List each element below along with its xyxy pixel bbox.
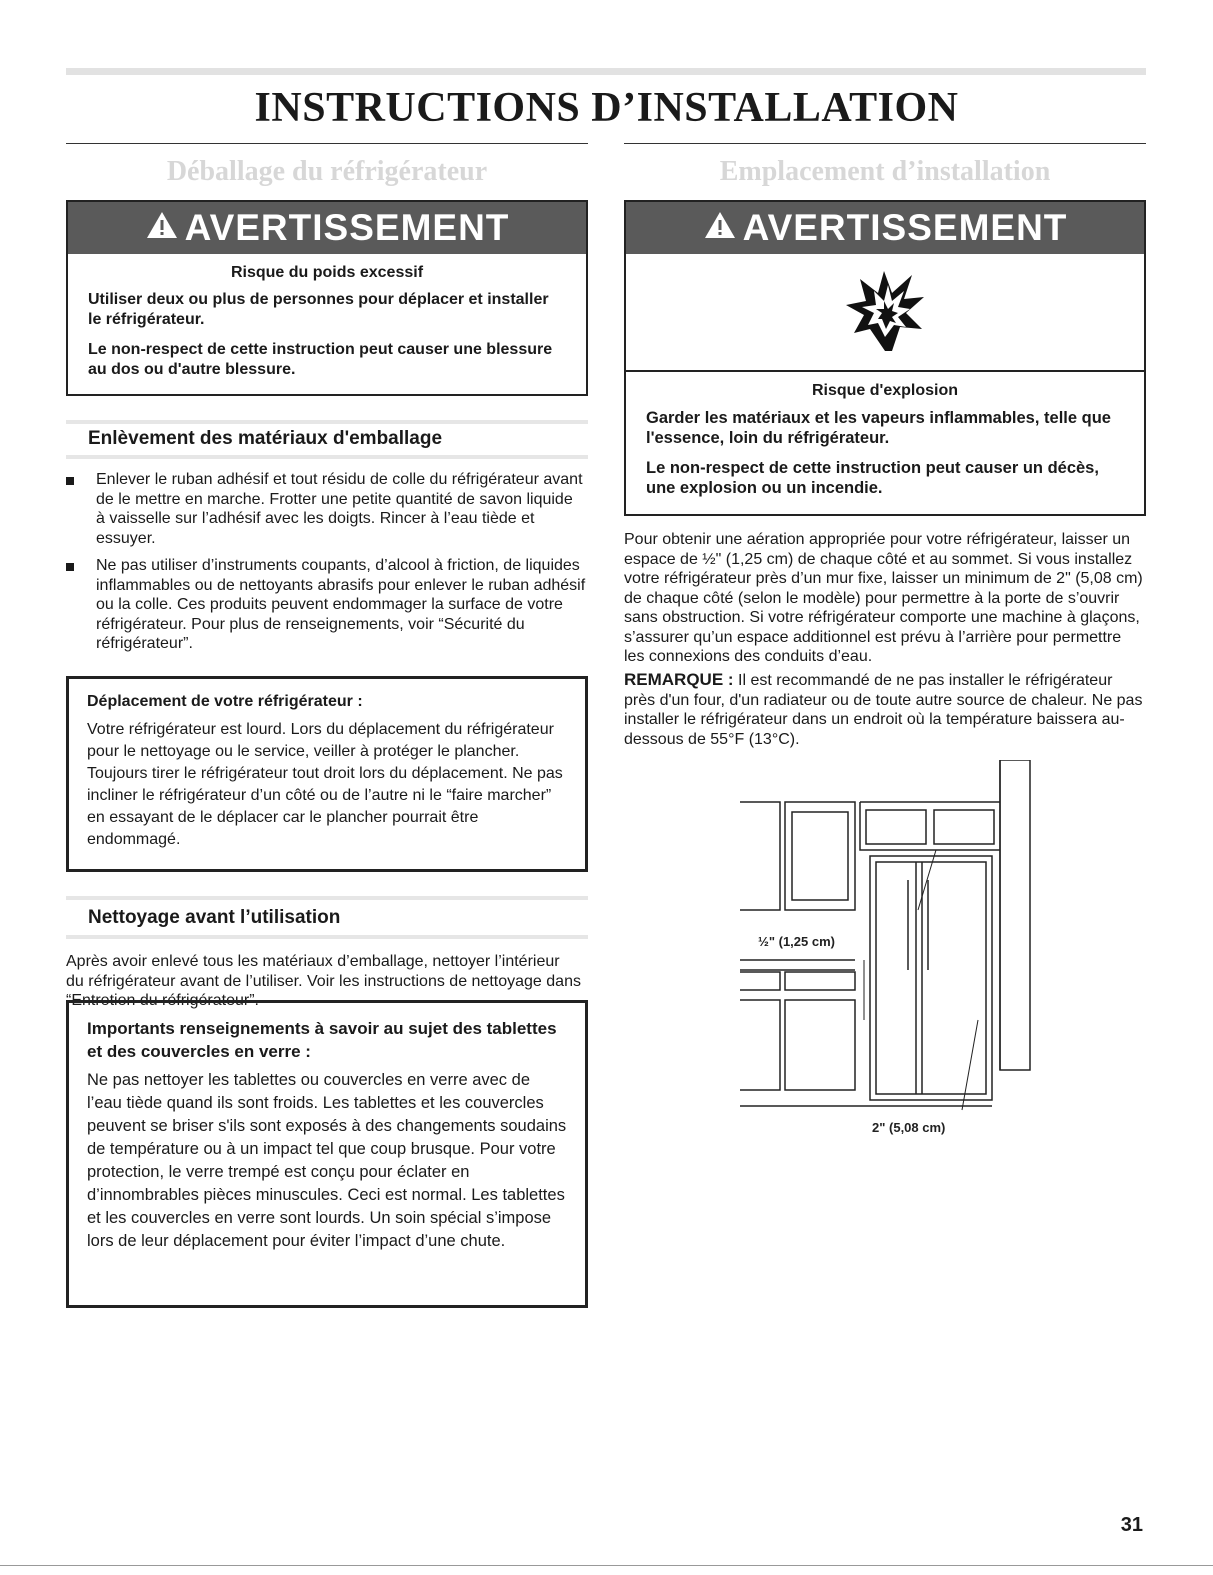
cleaning-paragraph: Après avoir enlevé tous les matériaux d’emballage, nettoyer l’intérieur du réfrigérateur avant de l’utiliser. Voir les instructions de nettoyage dans “Entretien du réfrigérateur”. xyxy=(66,953,581,1009)
explosion-icon xyxy=(840,267,930,357)
subhead-cleaning: Nettoyage avant l’utilisation xyxy=(88,907,341,928)
bullet-square-icon xyxy=(66,477,74,485)
bullet-square-icon xyxy=(66,563,74,571)
warning-header-label: AVERTISSEMENT xyxy=(184,207,510,248)
warning-triangle-icon xyxy=(703,207,737,249)
explosion-icon-area xyxy=(626,254,1144,372)
clearance-diagram xyxy=(730,760,1040,1140)
note-paragraph xyxy=(624,670,1146,749)
bottom-rule xyxy=(0,1565,1213,1566)
warning-header xyxy=(68,202,586,254)
warning-header-label: AVERTISSEMENT xyxy=(742,207,1068,248)
warning-line-2: Le non-respect de cette instruction peut causer un décès, une explosion ou un incendie. xyxy=(646,459,1099,497)
subhead-packing-removal: Enlèvement des matériaux d'emballage xyxy=(88,428,443,449)
glass-info-box xyxy=(66,1000,588,1308)
packing-bullets xyxy=(66,470,586,662)
glass-info-title: Importants renseignements à savoir au sujet des tablettes et des couvercles en verre : xyxy=(87,1019,557,1061)
warning-line-2: Le non-respect de cette instruction peut causer une blessure au dos ou d'autre blessure. xyxy=(88,341,553,378)
warning-header xyxy=(626,202,1144,254)
bullet-item xyxy=(66,556,586,654)
weight-warning-box xyxy=(66,200,588,396)
page-title: INSTRUCTIONS D’INSTALLATION xyxy=(254,85,959,131)
bullet-text: Ne pas utiliser d’instruments coupants, d’alcool à friction, de liquides inflammables ou de nettoyants abrasifs pour enlever le ruban adhésif ou la colle. Ces produits peuvent endommager la surface de votre réfrigérateur. Pour plus de renseignements, voir “Sécurité du réfrigérateur”. xyxy=(96,557,586,652)
top-rule xyxy=(66,68,1146,75)
bullet-item xyxy=(66,470,586,548)
glass-info-text: Ne pas nettoyer les tablettes ou couvercles en verre avec de l’eau tiède quand ils sont froids. Les tablettes et les couvercles peuvent se briser s'ils sont exposés à des changements soudains de température ou à un impact tel que coup brusque. Pour votre protection, le verre trempé est conçu pour éclater en d’innombrables pièces minuscules. Ceci est normal. Les tablettes et les couvercles en verre sont lourds. Un soin spécial s’impose lors de leur déplacement pour éviter l’impact d’une chute. xyxy=(87,1071,567,1250)
half-inch-label: ½" (1,25 cm) xyxy=(758,934,835,949)
location-paragraph: Pour obtenir une aération appropriée pour votre réfrigérateur, laisser un espace de ½" (1,25 cm) de chaque côté et au sommet. Si vous installez votre réfrigérateur près d’un mur fixe, laisser un minimum de 2" (5,08 cm) de chaque côté (selon le modèle) pour permettre à la porte de s’ouvrir sans obstruction. Si votre réfrigérateur comporte une machine à glaçons, s’assurer qu’un espace additionnel est prévu à l’arrière pour permettre les connexions des conduits d’eau. xyxy=(624,531,1143,665)
right-section-title: Emplacement d’installation xyxy=(719,156,1051,187)
page-number: 31 xyxy=(1120,1514,1143,1536)
subhead-bar-top xyxy=(66,896,588,900)
left-column-rule xyxy=(66,143,588,144)
explosion-warning-box xyxy=(624,200,1146,516)
subhead-bar-bottom xyxy=(66,935,588,939)
subhead-bar-top xyxy=(66,420,588,424)
right-column-rule xyxy=(624,143,1146,144)
note-label: REMARQUE : xyxy=(624,670,734,689)
warning-line-1: Utiliser deux ou plus de personnes pour déplacer et installer le réfrigérateur. xyxy=(88,291,549,328)
two-inch-label: 2" (5,08 cm) xyxy=(872,1120,946,1135)
warning-triangle-icon xyxy=(145,207,179,249)
warning-risk: Risque du poids excessif xyxy=(230,264,424,281)
left-section-title: Déballage du réfrigérateur xyxy=(166,156,488,187)
subhead-bar-bottom xyxy=(66,455,588,459)
warning-risk: Risque d'explosion xyxy=(811,382,959,399)
moving-info-box xyxy=(66,676,588,872)
moving-info-text: Votre réfrigérateur est lourd. Lors du déplacement du réfrigérateur pour le nettoyage ou le service, veiller à protéger le plancher. Toujours tirer le réfrigérateur tout droit lors du déplacement. Ne pas incliner le réfrigérateur d’un côté ou de l’autre ni le “faire marcher” en essayant de le déplacer car le plancher pourrait être endommagé. xyxy=(87,721,563,848)
warning-line-1: Garder les matériaux et les vapeurs inflammables, telle que l'essence, loin du réfrigérateur. xyxy=(646,409,1111,447)
bullet-text: Enlever le ruban adhésif et tout résidu de colle du réfrigérateur avant de le mettre en marche. Frotter une petite quantité de savon liquide à vaisselle sur l’adhésif avec les doigts. Rincer à l’eau tiède et essuyer. xyxy=(96,471,583,547)
moving-info-title: Déplacement de votre réfrigérateur : xyxy=(87,693,363,710)
note-text: Il est recommandé de ne pas installer le réfrigérateur près d'un four, d'un radiateur ou de toute autre source de chaleur. Ne pas installer le réfrigérateur dans un endroit où la température baissera au-dessous de 55°F (13°C). xyxy=(624,672,1143,748)
